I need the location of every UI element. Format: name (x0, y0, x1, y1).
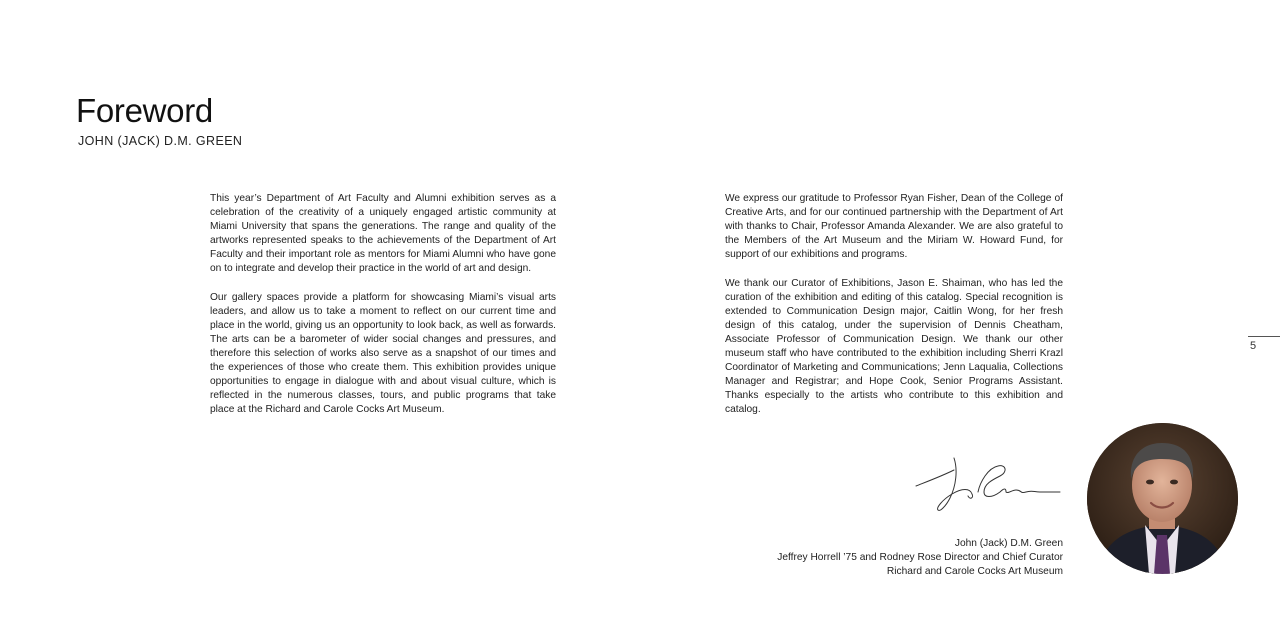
paragraph: We express our gratitude to Professor Ryan Fisher, Dean of the College of Creative Arts, and for our continued partnership with the Department of Art with thanks to Chair, Professor Amanda Alexander. We are also grateful to the Members of the Art Museum and the Miriam W. Howard Fund, for support of our exhibitions and programs. (725, 193, 1063, 261)
paragraph: This year’s Department of Art Faculty and Alumni exhibition serves as a celebration of the creativity of a uniquely engaged artistic community at Miami University that spans the generations. The range and quality of the artworks represented speaks to the achievements of the Department of Art Faculty and their important role as mentors for Miami Alumni who have gone on to integrate and develop their practice in the world of art and design. (210, 193, 556, 275)
page-number-rule (1248, 336, 1280, 337)
page-number: 5 (1250, 340, 1257, 352)
paragraph: Our gallery spaces provide a platform for showcasing Miami’s visual arts leaders, and allow us to take a moment to reflect on our current time and place in the world, giving us an opportunity to look back, as well as forwards. The arts can be a barometer of wider social changes and pressures, and therefore this selection of works also serve as a snapshot of our times and the experiences of those who create them. This exhibition provides unique opportunities to engage in dialogue with and about visual culture, which is reflected in the numerous classes, tours, and public programs that take place at the Richard and Carole Cocks Art Museum. (210, 291, 556, 416)
signer-title: Jeffrey Horrell ’75 and Rodney Rose Director and Chief Curator (777, 552, 1063, 564)
author-portrait (1087, 423, 1238, 574)
signer-institution: Richard and Carole Cocks Art Museum (886, 566, 1063, 578)
signer-name: John (Jack) D.M. Green (954, 538, 1063, 549)
signature-block (777, 537, 1063, 580)
paragraph: We thank our Curator of Exhibitions, Jason E. Shaiman, who has led the curation of the exhibition and editing of this catalog. Special recognition is extended to Communication Design major, Caitlin Wong, for her fresh design of this catalog, under the supervision of Dennis Cheatham, Associate Professor of Communication Design. We thank our other museum staff who have contributed to the exhibition including Sherri Krazl Coordinator of Marketing and Communications; Jenn Laqualia, Collections Manager and Registrar; and Hope Cook, Senior Programs Assistant. Thanks especially to the artists who contribute to this exhibition and catalog. (725, 277, 1063, 416)
author-name: JOHN (JACK) D.M. GREEN (78, 134, 243, 148)
page-title: Foreword (76, 92, 213, 129)
right-column (725, 192, 1063, 432)
handwritten-signature (912, 452, 1064, 518)
left-column (210, 192, 556, 432)
